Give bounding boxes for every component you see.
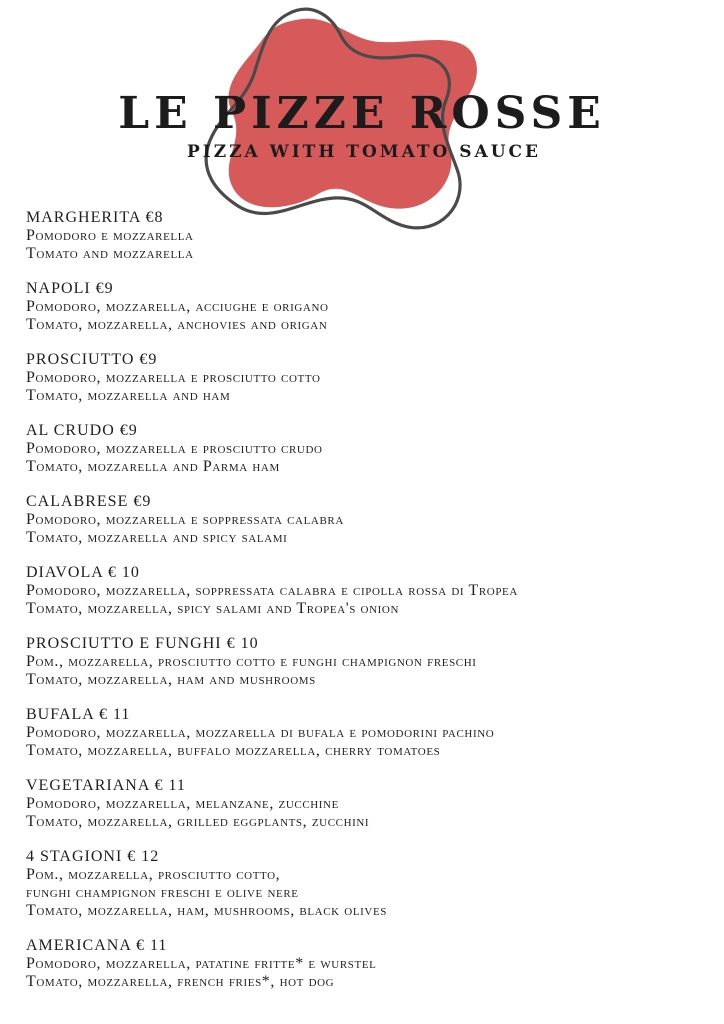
menu-item-description-it: Pom., mozzarella, prosciutto cotto,: [26, 866, 281, 883]
menu-item-description-en: Tomato, mozzarella and ham: [26, 387, 231, 404]
menu-item-description-en: Tomato, mozzarella, anchovies and origan: [26, 316, 328, 333]
menu-item-description-it: Pomodoro e mozzarella: [26, 227, 194, 244]
menu-item-description-en: Tomato, mozzarella, ham and mushrooms: [26, 671, 316, 688]
menu-item-al-crudo: [26, 422, 716, 476]
menu-item-description-en: Tomato, mozzarella, ham, mushrooms, black olives: [26, 902, 387, 919]
menu-item-name: NAPOLI €9: [26, 280, 114, 297]
menu-item-description-en: Tomato, mozzarella, french fries*, hot dog: [26, 973, 335, 990]
menu-item-americana: [26, 937, 716, 991]
menu-item-description-en: Tomato, mozzarella and spicy salami: [26, 529, 288, 546]
menu-item-name: PROSCIUTTO €9: [26, 351, 158, 368]
menu-item-name: VEGETARIANA € 11: [26, 777, 186, 794]
menu-item-bufala: [26, 706, 716, 760]
menu-item-name: DIAVOLA € 10: [26, 564, 140, 581]
menu-item-description-it: Pomodoro, mozzarella, acciughe e origano: [26, 298, 329, 315]
menu-subtitle: PIZZA WITH TOMATO SAUCE: [186, 142, 542, 162]
menu-item-description-en: Tomato, mozzarella, grilled eggplants, zucchini: [26, 813, 370, 830]
menu-item-name: CALABRESE €9: [26, 493, 152, 510]
menu-item-description-it: Pomodoro, mozzarella e soppressata calabra: [26, 511, 344, 528]
menu-item-description-en: Tomato, mozzarella, buffalo mozzarella, cherry tomatoes: [26, 742, 441, 759]
menu-item-description-en: Tomato, mozzarella, spicy salami and Tropea's onion: [26, 600, 399, 617]
menu-item-description-it: Pomodoro, mozzarella e prosciutto cotto: [26, 369, 321, 386]
pizza-menu-list: [26, 209, 716, 1008]
menu-item-napoli: [26, 280, 716, 334]
menu-title: LE PIZZE ROSSE: [118, 88, 606, 139]
menu-item-calabrese: [26, 493, 716, 547]
menu-item-name: BUFALA € 11: [26, 706, 131, 723]
menu-item-description-it: Pom., mozzarella, prosciutto cotto e funghi champignon freschi: [26, 653, 477, 670]
menu-item-description-it: Pomodoro, mozzarella, soppressata calabra e cipolla rossa di Tropea: [26, 582, 518, 599]
menu-item-name: PROSCIUTTO E FUNGHI € 10: [26, 635, 259, 652]
menu-item-name: 4 STAGIONI € 12: [26, 848, 160, 865]
menu-item-diavola: [26, 564, 716, 618]
menu-item-name: AMERICANA € 11: [26, 937, 168, 954]
menu-item-description-it-cont: funghi champignon freschi e olive nere: [26, 884, 299, 901]
menu-item-description-it: Pomodoro, mozzarella, melanzane, zucchine: [26, 795, 339, 812]
menu-item-prosciutto: [26, 351, 716, 405]
menu-item-prosciutto-e-funghi: [26, 635, 716, 689]
menu-item-description-it: Pomodoro, mozzarella e prosciutto crudo: [26, 440, 323, 457]
menu-item-description-en: Tomato, mozzarella and Parma ham: [26, 458, 280, 475]
menu-item-description-en: Tomato and mozzarella: [26, 245, 194, 262]
menu-item-margherita: [26, 209, 716, 263]
menu-item-description-it: Pomodoro, mozzarella, patatine fritte* e wurstel: [26, 955, 377, 972]
menu-item-vegetariana: [26, 777, 716, 831]
menu-item-4-stagioni: [26, 848, 716, 920]
menu-item-name: MARGHERITA €8: [26, 209, 164, 226]
menu-item-name: AL CRUDO €9: [26, 422, 138, 439]
menu-item-description-it: Pomodoro, mozzarella, mozzarella di bufala e pomodorini pachino: [26, 724, 495, 741]
